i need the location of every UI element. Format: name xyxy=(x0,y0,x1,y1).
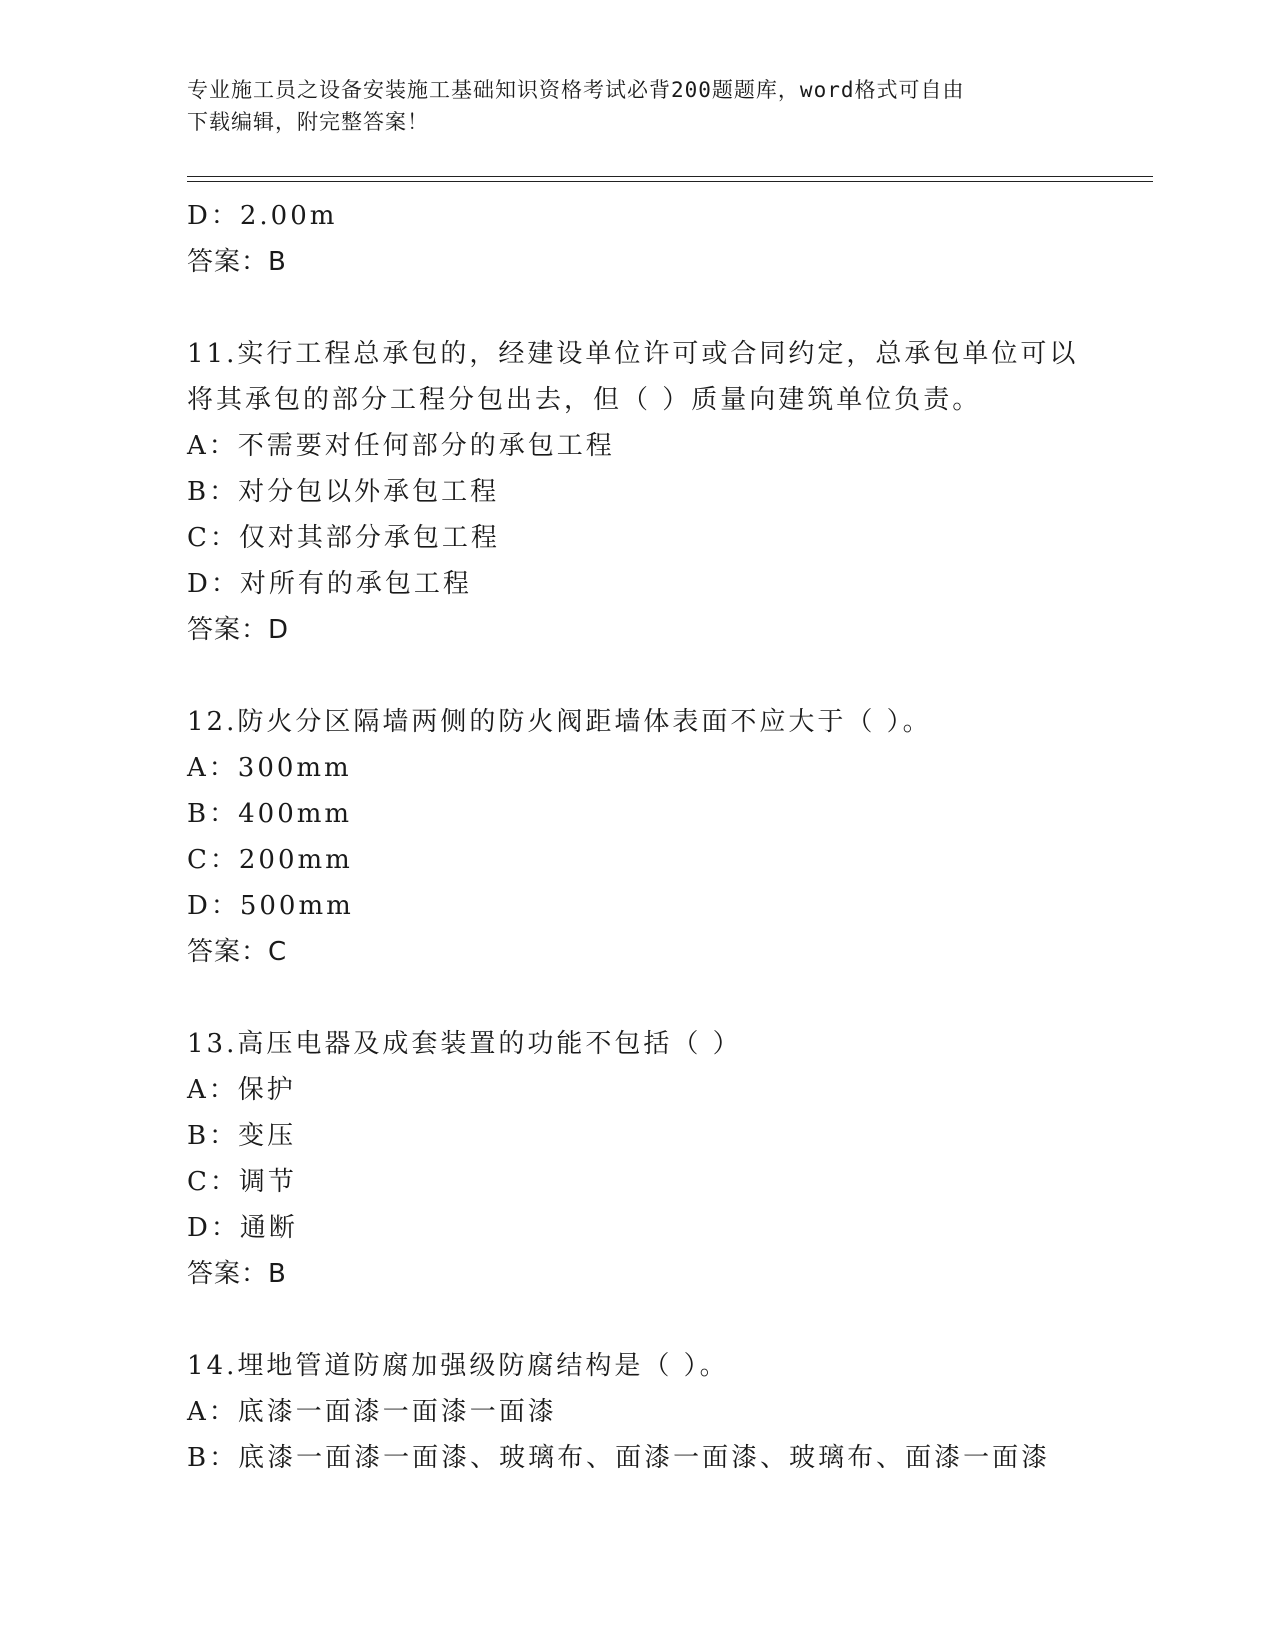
answer-line: 答案：D xyxy=(187,615,290,645)
question-text-line: A：不需要对任何部分的承包工程 xyxy=(187,431,615,461)
question-text-line: D：500mm xyxy=(187,891,354,921)
header-line-2: 下载编辑，附完整答案！ xyxy=(187,110,429,134)
question-spacer xyxy=(187,975,1127,1021)
question-text-line: 将其承包的部分工程分包出去，但（ ）质量向建筑单位负责。 xyxy=(187,385,982,415)
question-text-line: C：200mm xyxy=(187,845,353,875)
question-text-line: 12.防火分区隔墙两侧的防火阀距墙体表面不应大于（ ）。 xyxy=(187,707,932,737)
question-spacer xyxy=(187,653,1127,699)
question-text-line: A：保护 xyxy=(187,1075,296,1105)
question-text-line: D：2.00m xyxy=(187,201,338,231)
question-text-line: 14.埋地管道防腐加强级防腐结构是（ ）。 xyxy=(187,1351,729,1381)
answer-line: 答案：B xyxy=(187,1259,287,1289)
question-text-line: B：对分包以外承包工程 xyxy=(187,477,500,507)
answer-line: 答案：C xyxy=(187,937,288,967)
header-divider-top xyxy=(187,176,1153,177)
question-text-line: A：300mm xyxy=(187,753,352,783)
question-text-line: D：对所有的承包工程 xyxy=(187,569,472,599)
header-divider-bottom xyxy=(187,181,1153,182)
question-text-line: B：变压 xyxy=(187,1121,297,1151)
question-text-line: A：底漆一面漆一面漆一面漆 xyxy=(187,1397,557,1427)
question-text-line: C：调节 xyxy=(187,1167,297,1197)
question-list xyxy=(187,193,1127,1481)
question-text-line: C：仅对其部分承包工程 xyxy=(187,523,500,553)
question-text-line: D：通断 xyxy=(187,1213,298,1243)
question-text-line: 11.实行工程总承包的，经建设单位许可或合同约定，总承包单位可以 xyxy=(187,339,1079,369)
question-text-line: B：400mm xyxy=(187,799,353,829)
question-spacer xyxy=(187,1297,1127,1343)
question-spacer xyxy=(187,285,1127,331)
document-header xyxy=(187,74,1067,138)
header-line-1: 专业施工员之设备安装施工基础知识资格考试必背200题题库，word格式可自由 xyxy=(187,78,965,102)
question-text-line: B：底漆一面漆一面漆、玻璃布、面漆一面漆、玻璃布、面漆一面漆 xyxy=(187,1443,1051,1473)
question-text-line: 13.高压电器及成套装置的功能不包括（ ） xyxy=(187,1029,742,1059)
answer-line: 答案：B xyxy=(187,247,287,277)
